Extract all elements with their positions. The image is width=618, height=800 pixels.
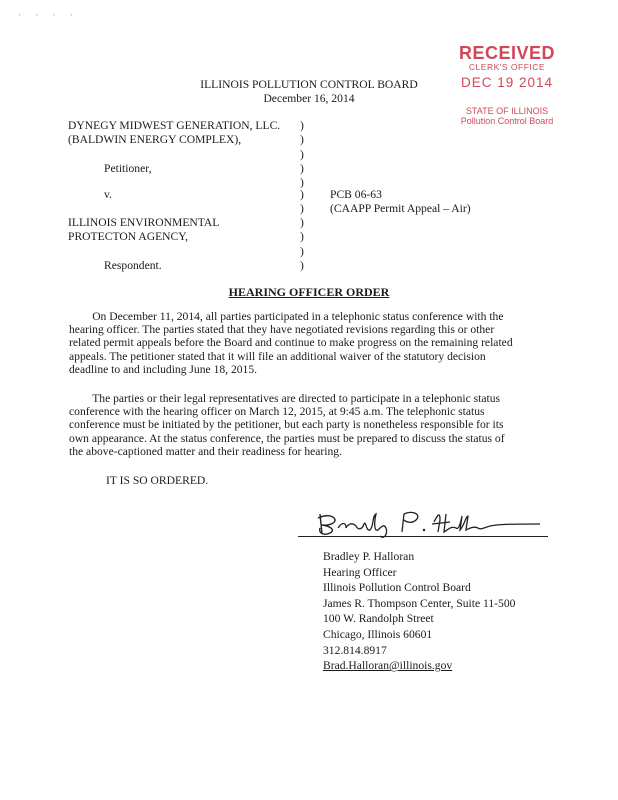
paragraph-2	[69, 392, 555, 458]
case-type: (CAAPP Permit Appeal – Air)	[330, 202, 471, 215]
caption-paren: )	[300, 162, 304, 175]
paragraph-line: own appearance. At the status conference, the parties must be prepared to discuss the status of	[69, 431, 505, 445]
caption-paren: )	[300, 202, 304, 215]
paragraph-line: conference must be initiated by the petitioner, but each party is nonetheless responsible for its	[69, 418, 504, 432]
petitioner-role: Petitioner,	[104, 162, 152, 175]
paragraph-line: appeals. The petitioner stated that it will file an additional waiver of the statutory decision	[69, 349, 486, 363]
petitioner-name-line1: DYNEGY MIDWEST GENERATION, LLC.	[68, 119, 281, 132]
caption-paren: )	[300, 259, 304, 272]
respondent-name-line2: PROTECTON AGENCY,	[68, 230, 189, 243]
stamp-state-line2: Pollution Control Board	[460, 116, 554, 127]
respondent-role: Respondent.	[104, 259, 162, 272]
caption-paren: )	[300, 188, 304, 201]
stamp-date: DEC 19 2014	[460, 74, 554, 90]
handwritten-signature	[300, 500, 550, 540]
paragraph-line: related permit appeals before the Board and continue to make progress on the remaining related	[69, 336, 513, 350]
officer-phone: 312.814.8917	[323, 643, 387, 657]
stamp-received: RECEIVED	[458, 43, 556, 63]
scan-artifact: · · · ·	[18, 10, 79, 20]
agency-heading: ILLINOIS POLLUTION CONTROL BOARD	[200, 78, 418, 91]
paragraph-line: deadline to and including June 18, 2015.	[69, 362, 258, 376]
signature-block	[323, 549, 515, 674]
officer-title: Hearing Officer	[323, 565, 397, 579]
caption-paren: )	[300, 148, 304, 161]
address-line2: 100 W. Randolph Street	[323, 612, 434, 626]
caption-paren: )	[300, 245, 304, 258]
address-line1: James R. Thompson Center, Suite 11-500	[323, 596, 516, 610]
caption-paren: )	[300, 119, 304, 132]
respondent-name-line1: ILLINOIS ENVIRONMENTAL	[68, 216, 220, 229]
paragraph-line: On December 11, 2014, all parties participated in a telephonic status conference with the	[69, 310, 504, 323]
caption-paren: )	[300, 176, 304, 189]
paragraph-line: the above-captioned matter and their readiness for hearing.	[69, 444, 342, 458]
order-date: December 16, 2014	[263, 92, 355, 105]
officer-email-link[interactable]: Brad.Halloran@illinois.gov	[323, 659, 453, 673]
case-number: PCB 06-63	[330, 188, 382, 201]
versus: v.	[104, 188, 112, 201]
petitioner-name-line2: (BALDWIN ENERGY COMPLEX),	[68, 133, 242, 146]
paragraph-line: conference with the hearing officer on March 12, 2015, at 9:45 a.m. The telephonic status	[69, 405, 485, 419]
paragraph-line: The parties or their legal representatives are directed to participate in a telephonic status	[69, 392, 501, 405]
stamp-state-line1: STATE OF ILLINOIS	[465, 105, 549, 116]
caption-paren: )	[300, 230, 304, 243]
officer-name: Bradley P. Halloran	[323, 550, 415, 563]
address-city: Chicago, Illinois 60601	[323, 627, 433, 641]
caption-paren: )	[300, 216, 304, 229]
stamp-clerks-office: CLERK'S OFFICE	[468, 61, 546, 72]
paragraph-line: hearing officer. The parties stated that they have negotiated revisions regarding this or other	[69, 323, 495, 337]
order-title: HEARING OFFICER ORDER	[228, 285, 390, 299]
signature-line	[298, 536, 548, 537]
closing-statement: IT IS SO ORDERED.	[106, 474, 209, 487]
caption-paren: )	[300, 133, 304, 146]
paragraph-1	[69, 310, 555, 376]
officer-org: Illinois Pollution Control Board	[323, 581, 471, 595]
